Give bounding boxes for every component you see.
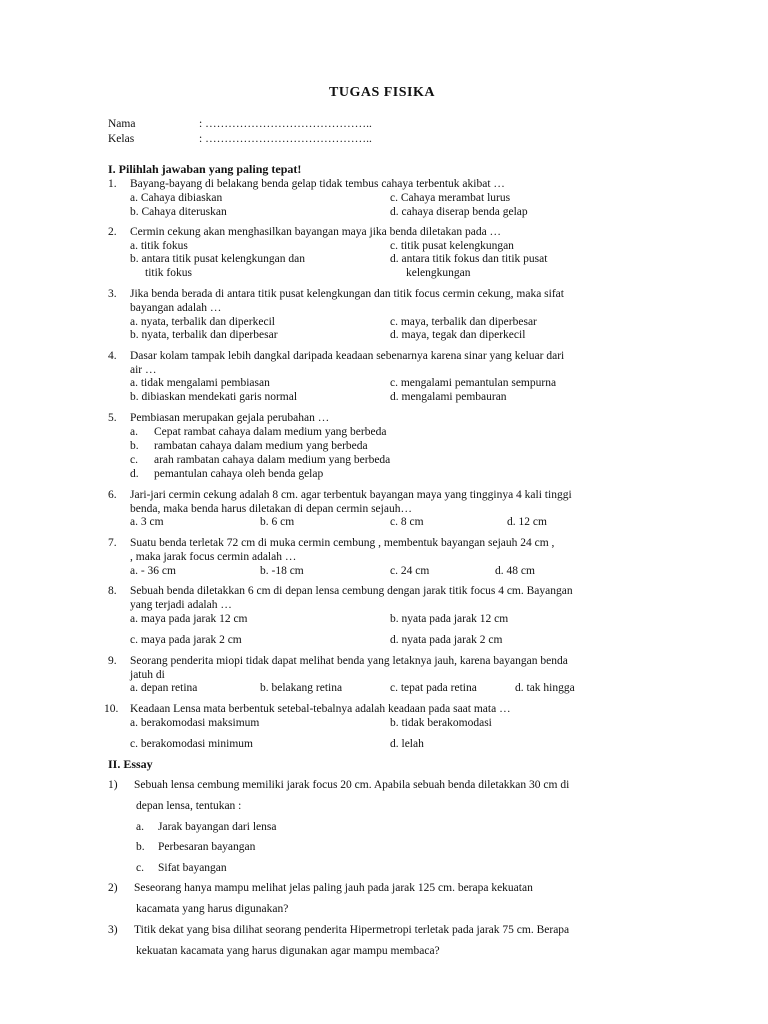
question-number: 4.: [108, 350, 117, 362]
question-text: Suatu benda terletak 72 cm di muka cermin cembung , membentuk bayangan sejauh 24 cm ,: [130, 537, 555, 549]
sub-letter: b.: [136, 841, 145, 853]
question-text: Seorang penderita miopi tidak dapat melihat benda yang letaknya jauh, karena bayangan benda: [130, 655, 568, 667]
question-number: 7.: [108, 537, 117, 549]
sub-text: Sifat bayangan: [158, 862, 227, 874]
option-b: b. dibiaskan mendekati garis normal: [130, 391, 298, 403]
question-text-continued: jatuh di: [130, 669, 165, 681]
option-a: a. berakomodasi maksimum: [130, 717, 260, 729]
question-text: Jari-jari cermin cekung adalah 8 cm. agar terbentuk bayangan maya yang tingginya 4 kali tinggi: [130, 489, 572, 501]
question-text: Pembiasan merupakan gejala perubahan …: [130, 412, 330, 424]
question-number: 10.: [104, 703, 119, 715]
option-a: a. 3 cm: [130, 516, 164, 528]
option-d: d. antara titik fokus dan titik pusat: [390, 253, 548, 265]
essay-text-continued: depan lensa, tentukan :: [136, 800, 242, 812]
name-field: : ……………………………………..: [199, 118, 372, 130]
question-text-continued: air …: [130, 364, 157, 376]
question-text-continued: benda, maka benda harus diletakan di depan cermin sejauh…: [130, 503, 412, 515]
option-b: b. tidak berakomodasi: [390, 717, 492, 729]
option-d: d. tak hingga: [515, 682, 575, 694]
option-d: d. maya, tegak dan diperkecil: [390, 329, 526, 341]
option-a: a. depan retina: [130, 682, 198, 694]
option-d-continued: kelengkungan: [406, 267, 471, 279]
option-b: b. antara titik pusat kelengkungan dan: [130, 253, 306, 265]
essay-number: 1): [108, 779, 118, 791]
question-text-continued: bayangan adalah …: [130, 302, 222, 314]
sub-text: Perbesaran bayangan: [158, 841, 256, 853]
sub-letter: c.: [136, 862, 144, 874]
option-letter: c.: [130, 454, 138, 466]
option-c: c. maya, terbalik dan diperbesar: [390, 316, 537, 328]
question-number: 9.: [108, 655, 117, 667]
option-c: c. 8 cm: [390, 516, 424, 528]
option-a: a. titik fokus: [130, 240, 188, 252]
option-a: a. tidak mengalami pembiasan: [130, 377, 270, 389]
option-d: d. 12 cm: [507, 516, 547, 528]
option-d: d. cahaya diserap benda gelap: [390, 206, 528, 218]
option-b: b. nyata, terbalik dan diperbesar: [130, 329, 278, 341]
essay-text-continued: kekuatan kacamata yang harus digunakan agar mampu membaca?: [136, 945, 440, 957]
question-number: 8.: [108, 585, 117, 597]
option-d: d. 48 cm: [495, 565, 535, 577]
question-number: 6.: [108, 489, 117, 501]
option-d: d. mengalami pembauran: [390, 391, 507, 403]
page-title: TUGAS FISIKA: [329, 85, 435, 100]
option-c: c. tepat pada retina: [390, 682, 477, 694]
option-a: a. nyata, terbalik dan diperkecil: [130, 316, 275, 328]
option-b: b. 6 cm: [260, 516, 295, 528]
essay-number: 2): [108, 882, 118, 894]
question-text-continued: yang terjadi adalah …: [130, 599, 232, 611]
question-number: 3.: [108, 288, 117, 300]
option-text: rambatan cahaya dalam medium yang berbeda: [154, 440, 368, 452]
question-text-continued: , maka jarak focus cermin adalah …: [130, 551, 297, 563]
option-b: b. -18 cm: [260, 565, 304, 577]
sub-letter: a.: [136, 821, 144, 833]
section-1-heading: I. Pilihlah jawaban yang paling tepat!: [108, 162, 302, 176]
essay-text: Titik dekat yang bisa dilihat seorang penderita Hipermetropi terletak pada jarak 75 cm. Berapa: [134, 924, 570, 936]
option-c: c. Cahaya merambat lurus: [390, 192, 511, 204]
option-a: a. - 36 cm: [130, 565, 176, 577]
essay-text: Sebuah lensa cembung memiliki jarak focus 20 cm. Apabila sebuah benda diletakkan 30 cm di: [134, 779, 570, 791]
essay-number: 3): [108, 924, 118, 936]
question-text: Sebuah benda diletakkan 6 cm di depan lensa cembung dengan jarak titik focus 4 cm. Bayangan: [130, 585, 573, 597]
option-text: arah rambatan cahaya dalam medium yang berbeda: [154, 454, 391, 466]
option-a: a. Cahaya dibiaskan: [130, 192, 223, 204]
option-c: c. maya pada jarak 2 cm: [130, 634, 242, 646]
option-letter: a.: [130, 426, 138, 438]
section-2-heading: II. Essay: [108, 757, 153, 771]
option-b-continued: titik fokus: [145, 267, 192, 279]
essay-text: Seseorang hanya mampu melihat jelas paling jauh pada jarak 125 cm. berapa kekuatan: [134, 882, 533, 894]
option-d: d. nyata pada jarak 2 cm: [390, 634, 503, 646]
question-text: Jika benda berada di antara titik pusat kelengkungan dan titik focus cermin cekung, maka sifat: [130, 288, 564, 300]
question-text: Dasar kolam tampak lebih dangkal daripada keadaan sebenarnya karena sinar yang keluar dari: [130, 350, 565, 362]
question-text: Keadaan Lensa mata berbentuk setebal-tebalnya adalah keadaan pada saat mata …: [130, 703, 511, 715]
option-d: d. lelah: [390, 738, 424, 750]
question-text: Cermin cekung akan menghasilkan bayangan maya jika benda diletakan pada …: [130, 226, 502, 238]
option-c: c. berakomodasi minimum: [130, 738, 253, 750]
question-number: 2.: [108, 226, 117, 238]
class-label: Kelas: [108, 133, 135, 145]
sub-text: Jarak bayangan dari lensa: [158, 821, 277, 833]
question-text: Bayang-bayang di belakang benda gelap tidak tembus cahaya terbentuk akibat …: [130, 178, 505, 190]
option-c: c. titik pusat kelengkungan: [390, 240, 514, 252]
option-text: Cepat rambat cahaya dalam medium yang berbeda: [154, 426, 387, 438]
option-b: b. Cahaya diteruskan: [130, 206, 227, 218]
option-c: c. 24 cm: [390, 565, 430, 577]
question-number: 5.: [108, 412, 117, 424]
essay-text-continued: kacamata yang harus digunakan?: [136, 903, 289, 915]
option-c: c. mengalami pemantulan sempurna: [390, 377, 557, 389]
option-letter: d.: [130, 468, 139, 480]
class-field: : ……………………………………..: [199, 133, 372, 145]
option-b: b. nyata pada jarak 12 cm: [390, 613, 509, 625]
option-text: pemantulan cahaya oleh benda gelap: [154, 468, 324, 480]
name-label: Nama: [108, 118, 136, 130]
question-number: 1.: [108, 178, 117, 190]
option-letter: b.: [130, 440, 139, 452]
option-b: b. belakang retina: [260, 682, 343, 694]
option-a: a. maya pada jarak 12 cm: [130, 613, 248, 625]
